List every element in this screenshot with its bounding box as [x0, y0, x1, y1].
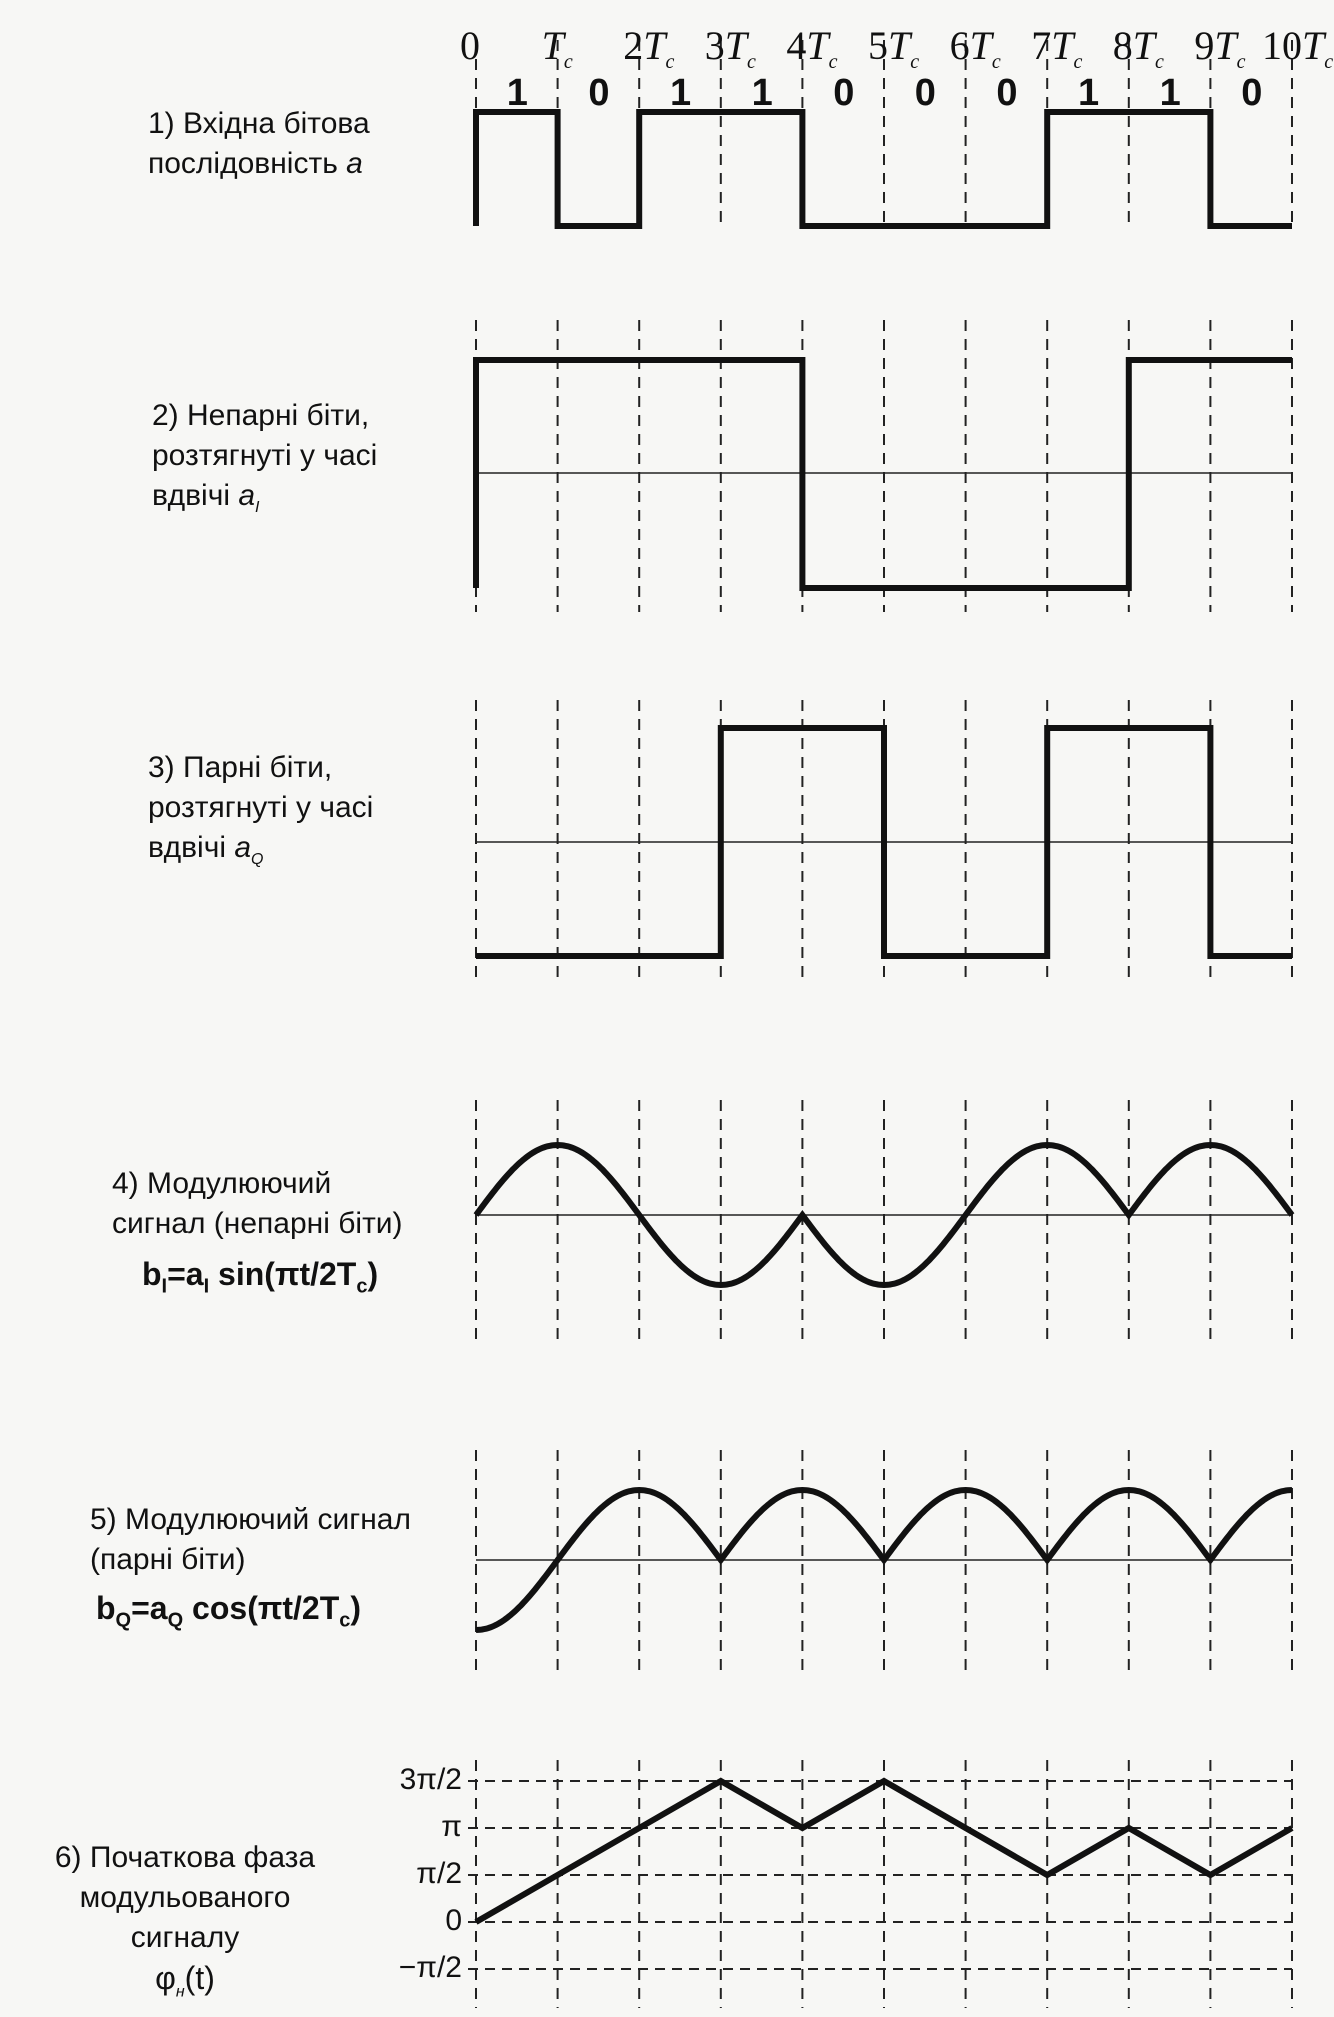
axis-label-9: $9T_c$ — [1194, 23, 1246, 73]
bit-label-5: 0 — [914, 72, 936, 114]
caption-even-bits: 3) Парні біти, розтягнуті у часі вдвічі $a_Q$ — [148, 751, 374, 868]
caption-odd-bits: 2) Непарні біти, розтягнуті у часі вдвічі $a_I$ — [152, 399, 378, 516]
caption-modulating-odd: 4) Модулюючий сигнал (непарні біти) — [112, 1167, 403, 1240]
axis-label-2: $2T_c$ — [623, 23, 675, 73]
formula-bQ: $b_Q=a_Q$ $\cos(\pi t/2T_c)$ — [96, 1590, 362, 1632]
caption-input-bits: 1) Вхідна бітова послідовність a — [148, 107, 370, 180]
bit-label-1: 0 — [588, 72, 610, 114]
bit-label-9: 0 — [1241, 72, 1263, 114]
axis-label-5: $5T_c$ — [868, 23, 920, 73]
bit-label-7: 1 — [1078, 72, 1100, 114]
phase-ytick-1: π — [441, 1810, 462, 1843]
bit-label-2: 1 — [670, 72, 692, 114]
phase-ytick-0: 3π/2 — [399, 1763, 462, 1796]
phase-ytick-2: π/2 — [416, 1857, 462, 1890]
axis-label-8: $8T_c$ — [1112, 23, 1164, 73]
axis-label-10: $10T_c$ — [1262, 23, 1334, 73]
phase-ytick-4: −π/2 — [398, 1951, 462, 1984]
axis-label-7: $7T_c$ — [1031, 23, 1083, 73]
bit-label-3: 1 — [751, 72, 773, 114]
bit-label-4: 0 — [833, 72, 855, 114]
bit-label-8: 1 — [1159, 72, 1181, 114]
caption-initial-phase: 6) Початкова фаза модульованого сигналу $\varphi_н(t)$ — [54, 1841, 316, 2001]
axis-label-4: $4T_c$ — [786, 23, 838, 73]
axis-label-0: 0 — [460, 23, 480, 68]
formula-bI: $b_I=a_I$ $\sin(\pi t/2T_c)$ — [142, 1256, 379, 1298]
caption-modulating-even: 5) Модулюючий сигнал (парні біти) — [90, 1503, 411, 1576]
phase-ytick-3: 0 — [445, 1904, 462, 1937]
p1-waveform — [476, 112, 1292, 226]
axis-label-3: $3T_c$ — [704, 23, 756, 73]
bit-label-6: 0 — [996, 72, 1018, 114]
axis-label-1: $T_c$ — [541, 23, 573, 73]
bit-label-0: 1 — [506, 72, 528, 114]
axis-label-6: $6T_c$ — [949, 23, 1001, 73]
